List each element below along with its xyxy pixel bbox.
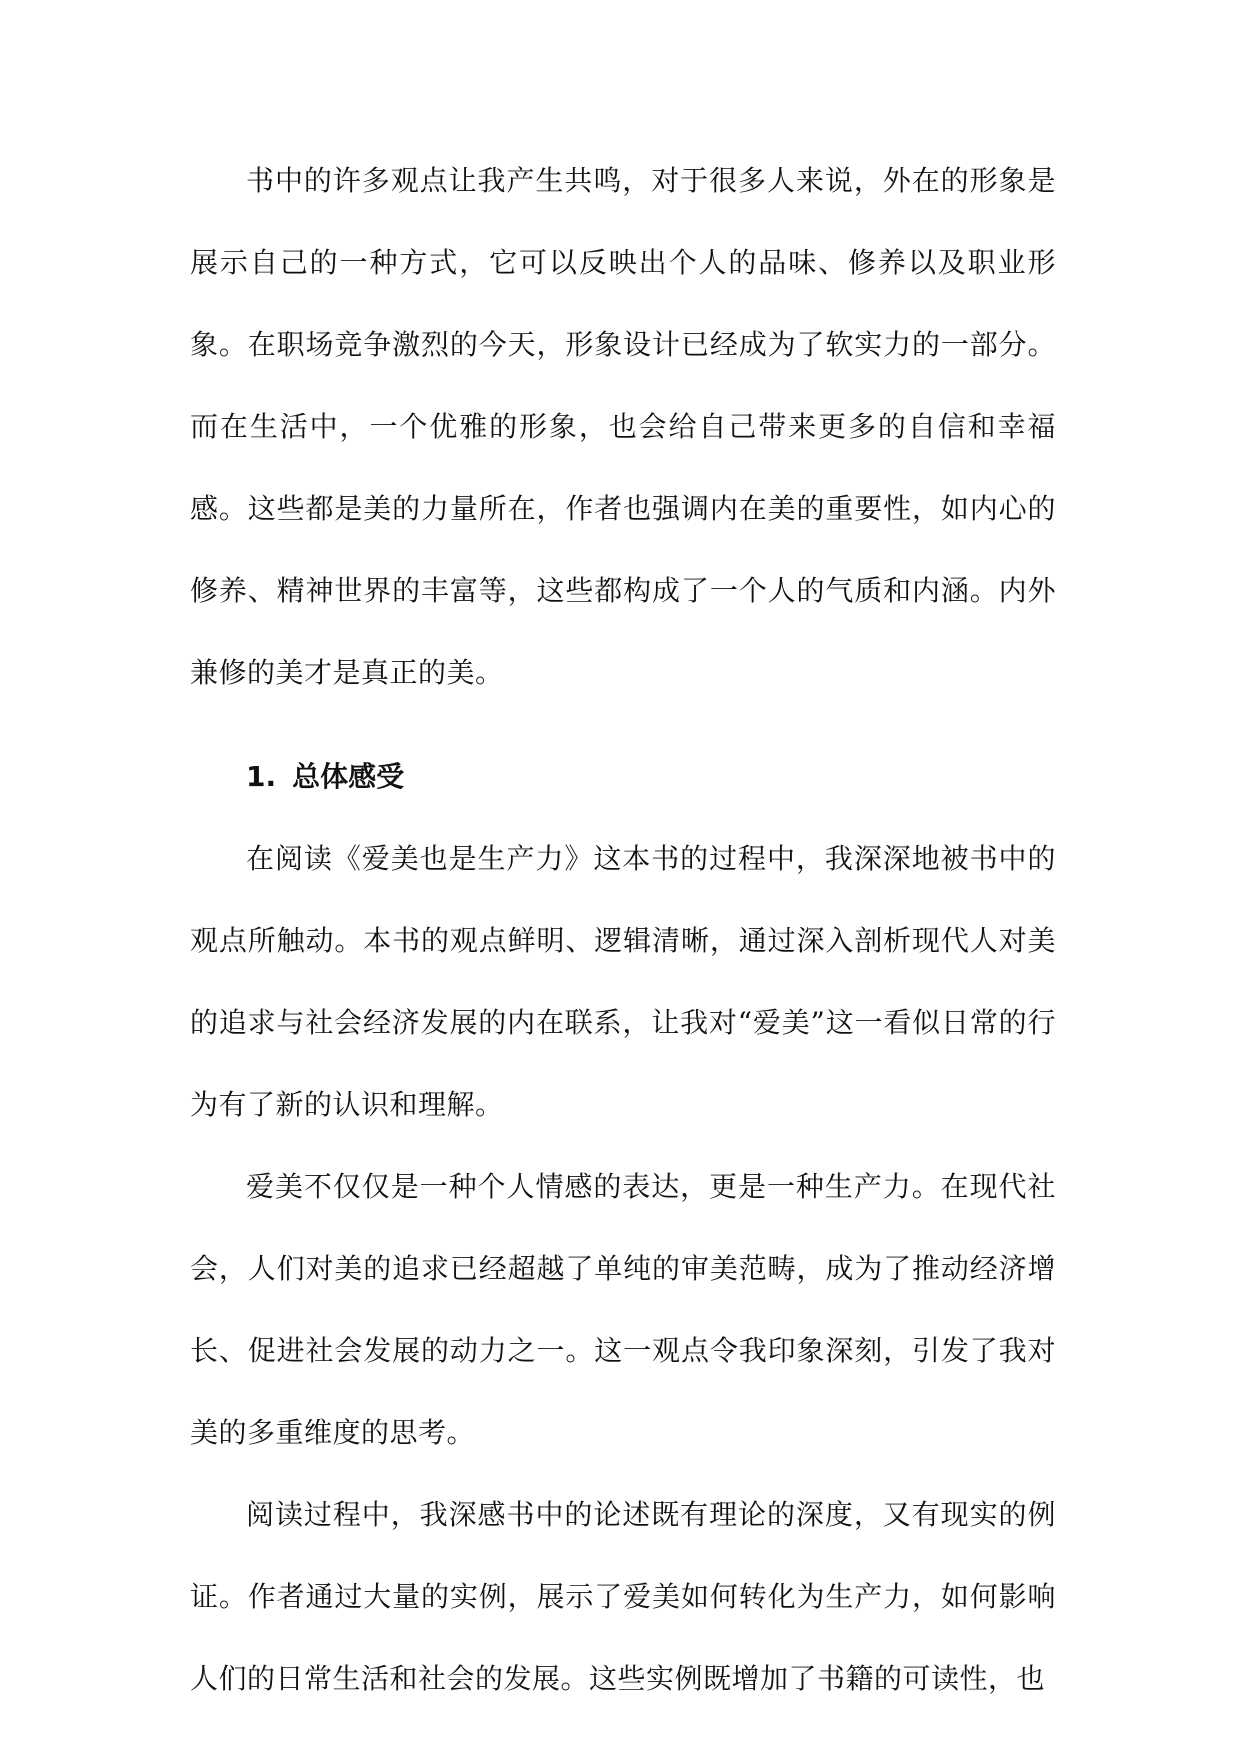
section-heading (190, 736, 1056, 818)
paragraph-reading: 在阅读《爱美也是生产力》这本书的过程中，我深深地被书中的观点所触动。本书的观点鲜明、逻辑清晰，通过深入剖析现代人对美的追求与社会经济发展的内在联系，让我对“爱美”这一看似日常的行为有了新的认识和理解。 (190, 842, 1056, 1121)
document-body (190, 140, 1056, 1720)
section-number: 1. (246, 760, 277, 793)
section-title: 总体感受 (292, 760, 405, 793)
paragraph-examples: 阅读过程中，我深感书中的论述既有理论的深度，又有现实的例证。作者通过大量的实例，展示了爱美如何转化为生产力，如何影响人们的日常生活和社会的发展。这些实例既增加了书籍的可读性，也 (190, 1498, 1056, 1695)
paragraph-appearance: 书中的许多观点让我产生共鸣，对于很多人来说，外在的形象是展示自己的一种方式，它可以反映出个人的品味、修养以及职业形象。在职场竞争激烈的今天，形象设计已经成为了软实力的一部分。而在生活中，一个优雅的形象，也会给自己带来更多的自信和幸福感。这些都是美的力量所在，作者也强调内在美的重要性，如内心的修养、精神世界的丰富等，这些都构成了一个人的气质和内涵。内外兼修的美才是真正的美。 (190, 164, 1056, 689)
paragraph-productivity: 爱美不仅仅是一种个人情感的表达，更是一种生产力。在现代社会，人们对美的追求已经超越了单纯的审美范畴，成为了推动经济增长、促进社会发展的动力之一。这一观点令我印象深刻，引发了我对美的多重维度的思考。 (190, 1170, 1056, 1449)
